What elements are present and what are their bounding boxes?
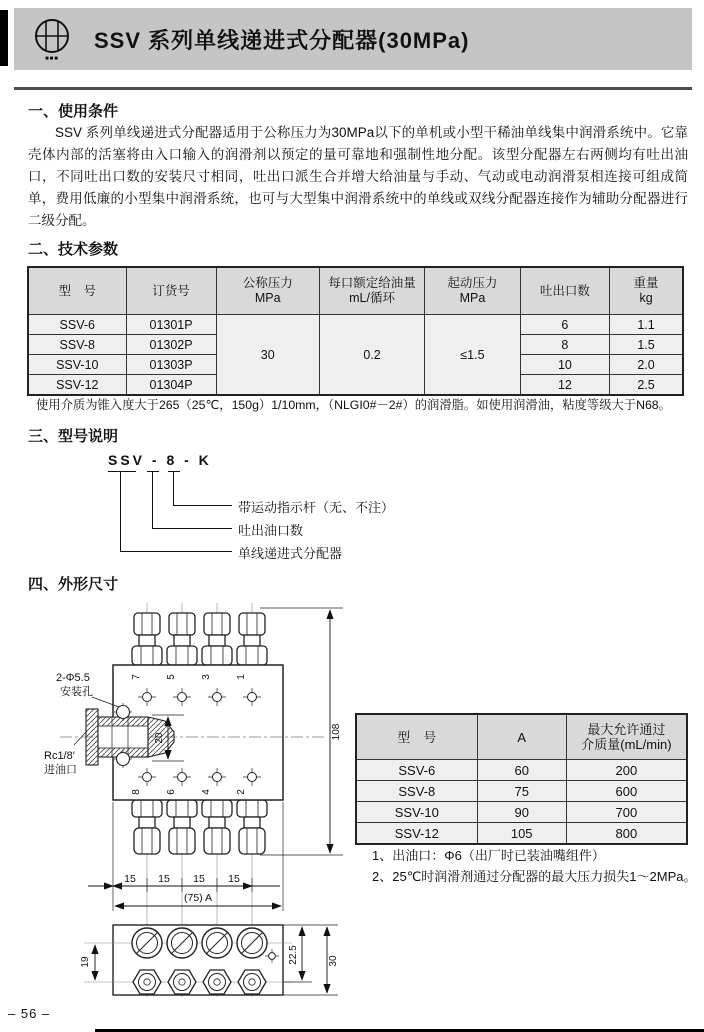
dim-30: 30 <box>328 955 339 967</box>
table-row <box>356 781 687 802</box>
code-leader-line <box>120 472 121 552</box>
mount-hole-label: 安装孔 <box>60 686 93 698</box>
cell-weight: 2.5 <box>610 375 683 396</box>
cell-model: SSV-6 <box>356 760 477 781</box>
page-number: – 56 – <box>8 1006 51 1021</box>
cell-outlets: 10 <box>520 355 609 375</box>
dim-20: 20 <box>154 732 165 744</box>
cell-flow: 800 <box>566 823 687 845</box>
outline-drawing <box>40 593 350 1010</box>
code-label-indicator: 带运动指示杆（无、不注） <box>238 500 395 515</box>
dim-108: 108 <box>331 723 342 741</box>
cell-a: 90 <box>477 802 566 823</box>
section-heading-model: 三、型号说明 <box>28 428 119 445</box>
note-line: 2、25℃时润滑剂通过分配器的最大压力损失1～2MPa。 <box>372 869 697 884</box>
cell-a: 75 <box>477 781 566 802</box>
col-weight-l1: 重量 <box>633 276 659 290</box>
dim-15: 15 <box>158 873 170 885</box>
port-number: 3 <box>201 674 212 680</box>
code-leader-line <box>120 551 232 552</box>
a-dimension-table <box>355 713 688 845</box>
port-number: 2 <box>236 789 247 795</box>
dim-22-5: 22.5 <box>288 945 299 965</box>
code-label-series: 单线递进式分配器 <box>238 546 343 561</box>
port-number: 1 <box>236 674 247 680</box>
cell-weight: 2.0 <box>610 355 683 375</box>
dim-19: 19 <box>80 956 91 968</box>
cell-model: SSV-6 <box>28 315 126 335</box>
cell-a: 105 <box>477 823 566 845</box>
cell-pressure-merged: 30 <box>216 315 319 396</box>
col-model: 型 号 <box>28 267 126 315</box>
cell-model: SSV-10 <box>356 802 477 823</box>
col-pressure-l1: 公称压力 <box>242 276 293 290</box>
port-number: 4 <box>201 789 212 795</box>
code-leader-line <box>173 505 232 506</box>
table-row <box>28 315 683 335</box>
page-edge-mark <box>0 10 8 66</box>
cell-order: 01301P <box>126 315 216 335</box>
tech-note: 使用介质为锥入度大于265（25℃，150g）1/10mm，（NLGI0#－2#）的润滑脂。如使用润滑油，粘度等级大于N68。 <box>36 398 671 412</box>
logo-caption: ■■■ <box>45 55 59 62</box>
inlet-leader-line <box>74 731 87 745</box>
cell-model: SSV-8 <box>356 781 477 802</box>
outlet-fittings-bottom <box>132 800 267 854</box>
dim-75A: (75) A <box>183 892 213 904</box>
col-start-l1: 起动压力 <box>447 276 498 290</box>
port-number: 5 <box>166 674 177 680</box>
col-start-pressure <box>425 267 521 315</box>
inlet-label: 进油口 <box>44 764 77 776</box>
col-max-flow-l2: 介质量(mL/min) <box>581 737 672 752</box>
outlet-fittings-top <box>132 613 267 665</box>
port-number: 8 <box>131 789 142 795</box>
col-max-flow-l1: 最大允许通过 <box>587 722 666 737</box>
section-heading-tech: 二、技术参数 <box>28 241 119 258</box>
col-weight-l2: kg <box>639 291 653 305</box>
cell-start-merged: ≤1.5 <box>425 315 521 396</box>
section-heading-dims: 四、外形尺寸 <box>28 576 119 593</box>
cell-a: 60 <box>477 760 566 781</box>
brand-logo <box>32 17 72 62</box>
cell-outlets: 12 <box>520 375 609 396</box>
code-leader-line <box>173 472 174 506</box>
page-title: SSV 系列单线递进式分配器(30MPa) <box>94 27 470 53</box>
cell-flow-merged: 0.2 <box>319 315 424 396</box>
cell-outlets: 6 <box>520 315 609 335</box>
dimension-notes <box>372 845 702 887</box>
col-order: 订货号 <box>126 267 216 315</box>
code-underline <box>108 471 136 472</box>
cell-flow: 600 <box>566 781 687 802</box>
note-line: 1、出油口：Φ6（出厂时已装油嘴组件） <box>372 848 605 863</box>
col-weight <box>610 267 683 315</box>
table-header-row <box>356 714 687 760</box>
port-number: 6 <box>166 789 177 795</box>
cell-weight: 1.1 <box>610 315 683 335</box>
code-underline <box>147 471 159 472</box>
col-flow <box>319 267 424 315</box>
table-row <box>356 823 687 845</box>
dim-15: 15 <box>124 873 136 885</box>
section-heading-usage: 一、使用条件 <box>28 103 119 120</box>
port-number: 7 <box>131 674 142 680</box>
col-start-l2: MPa <box>459 291 486 305</box>
mount-hole-label: 2-Φ5.5 <box>56 672 90 684</box>
cell-weight: 1.5 <box>610 335 683 355</box>
cell-flow: 200 <box>566 760 687 781</box>
dim-15: 15 <box>228 873 240 885</box>
cell-order: 01302P <box>126 335 216 355</box>
cell-outlets: 8 <box>520 335 609 355</box>
col-outlets: 吐出口数 <box>520 267 609 315</box>
cell-model: SSV-8 <box>28 335 126 355</box>
cell-order: 01303P <box>126 355 216 375</box>
model-code-example: SSV - 8 - K <box>108 452 212 468</box>
table-row <box>356 802 687 823</box>
code-leader-line <box>152 472 153 529</box>
col-a: A <box>477 714 566 760</box>
col-pressure <box>216 267 319 315</box>
cell-order: 01304P <box>126 375 216 396</box>
col-flow-l2: mL/循环 <box>349 291 395 305</box>
brand-logo-icon <box>33 17 71 55</box>
col-flow-l1: 每口额定给油量 <box>328 276 416 290</box>
cell-model: SSV-12 <box>28 375 126 396</box>
code-label-outlets: 吐出油口数 <box>238 523 304 538</box>
code-underline <box>168 471 180 472</box>
page-header <box>14 8 692 70</box>
dim-15: 15 <box>193 873 205 885</box>
col-max-flow <box>566 714 687 760</box>
inlet-label: Rc1/8′ <box>44 750 75 762</box>
cell-model: SSV-12 <box>356 823 477 845</box>
cell-flow: 700 <box>566 802 687 823</box>
cell-model: SSV-10 <box>28 355 126 375</box>
col-pressure-l2: MPa <box>254 291 281 305</box>
tech-params-table <box>27 266 684 396</box>
col-model: 型 号 <box>356 714 477 760</box>
table-row <box>356 760 687 781</box>
code-leader-line <box>152 528 232 529</box>
header-divider <box>14 87 692 90</box>
usage-paragraph: SSV 系列单线递进式分配器适用于公称压力为30MPa以下的单机或小型干稀油单线集中润滑系统中。它靠壳体内部的活塞将由入口输入的润滑剂以预定的量可靠地和强制性地分配。该型分配器左右两侧均有吐出油口，不同吐出口数的安装尺寸相同，吐出口派生合并增大给油量与手动、气动或电动润滑泵相连接可组成简单，费用低廉的小型集中润滑系统，也可与大型集中润滑系统中的单线或双线分配器连接作为辅助分配器进行二级分配。 <box>28 125 688 228</box>
table-header-row <box>28 267 683 315</box>
